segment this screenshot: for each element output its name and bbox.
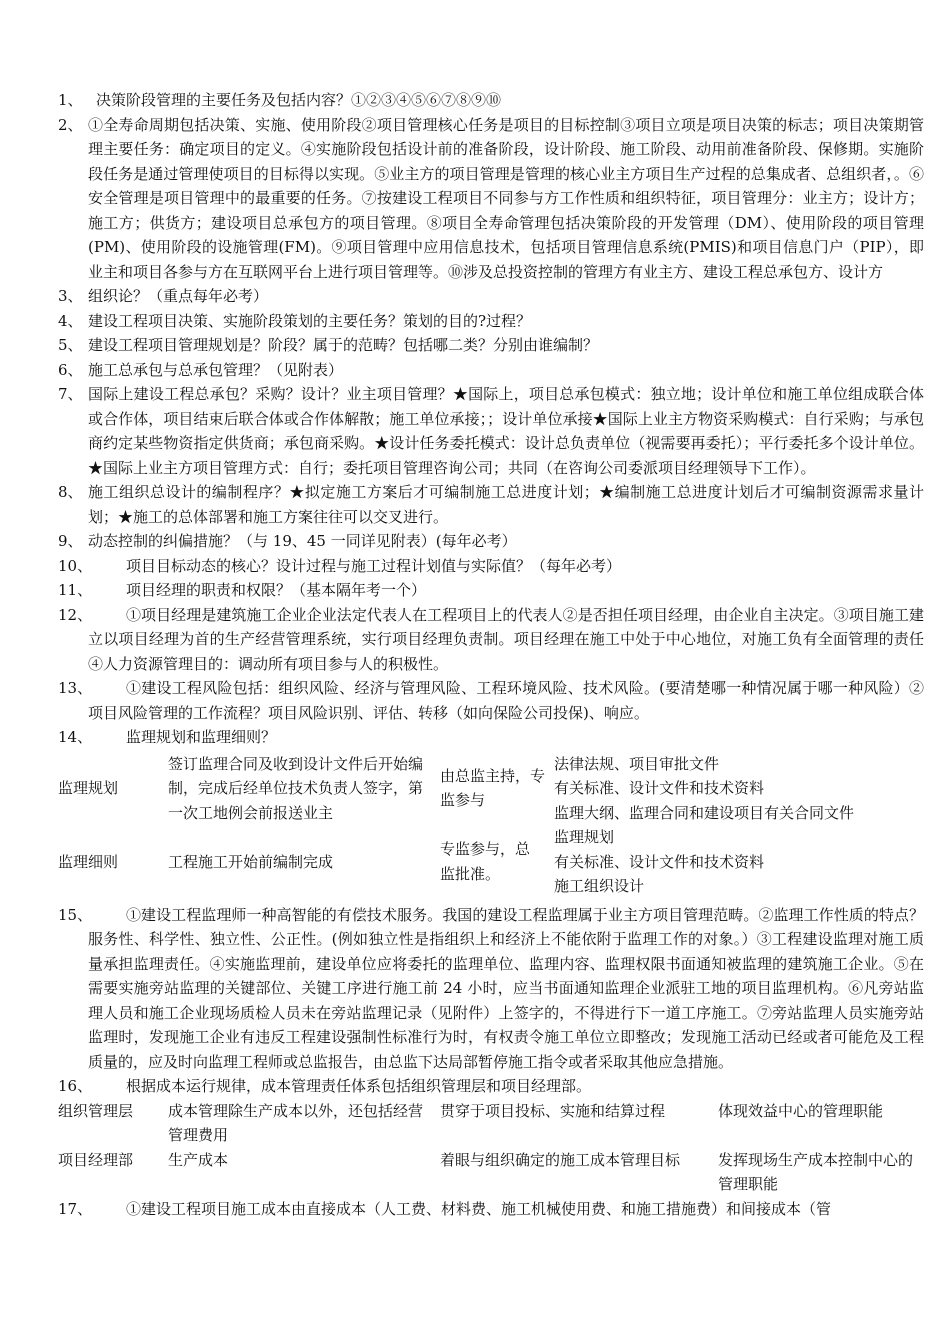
- list-item-6: [58, 358, 924, 383]
- item-text: 组织论？（重点每年必考）: [88, 287, 269, 305]
- list-item-3: [58, 284, 924, 309]
- list-item-11: [58, 578, 924, 603]
- table-cell: 专监参与，总监批准。: [440, 840, 531, 883]
- list-item-2: [58, 113, 924, 285]
- item-text: 建设工程项目决策、实施阶段策划的主要任务？策划的目的?过程？: [88, 311, 532, 330]
- item-text: ①全寿命周期包括决策、实施、使用阶段②项目管理核心任务是项目的目标控制③项目立项是项目决策的标志；项目决策期管理主要任务：确定项目的定义。④实施阶段包括设计前的准备阶段，设计阶段、施工阶段、动用前准备阶段、保修期。实施阶段任务是通过管理使项目的目标得以实现。⑤业主方的项目管理是管理的核心业主方项目生产过程的总集成者、总组织者，。⑥安全管理是项目管理中的最重要的任务。⑦按建设工程项目不同参与方工作性质和组织特征，项目管理分：业主方；设计方；施工方；供货方；建设项目总承包方的项目管理。⑧项目全寿命管理包括决策阶段的开发管理（DM）、使用阶段的项目管理(PM)、使用阶段的设施管理(FM)。⑨项目管理中应用信息技术，包括项目管理信息系统(PMIS)和项目信息门户（PIP），即业主和项目各参与方在互联网平台上进行项目管理等。⑩涉及总投资控制的管理方有业主方、建设工程总承包方、设计方: [88, 115, 924, 281]
- table-row: [58, 1099, 924, 1148]
- list-item-12: [58, 603, 924, 677]
- item-number: 13、: [58, 679, 93, 697]
- item-number: 5、: [58, 336, 83, 354]
- table-cell: 体现效益中心的管理职能: [718, 1101, 884, 1120]
- list-item-5: [58, 333, 924, 358]
- item-number: 2、: [58, 115, 83, 134]
- table-cell: 由总监主持，专监参与: [440, 766, 546, 810]
- document-page: [58, 88, 924, 1221]
- table-cell-line: 监理规划: [554, 828, 615, 846]
- table-cell: 签订监理合同及收到设计文件后开始编制，完成后经单位技术负责人签字，第一次工地例会前报送业主: [168, 754, 424, 822]
- list-item-7: [58, 382, 924, 480]
- item-number: 4、: [58, 311, 83, 330]
- item-text: 国际上建设工程总承包？采购？设计？业主项目管理？★国际上，项目总承包模式：独立地；设计单位和施工单位组成联合体或合作体，项目结束后联合体或合作体解散；施工单位承接；；设计单位承接★国际上业主方物资采购模式：自行采购；与承包商约定某些物资指定供货商；承包商采购。★设计任务委托模式：设计总负责单位（视需要再委托）；平行委托多个设计单位。★国际上业主方项目管理方式：自行；委托项目管理咨询公司；共同（在咨询公司委派项目经理领导下工作）。: [88, 385, 924, 477]
- item-text: 监理规划和监理细则？: [126, 728, 277, 746]
- item-text: 决策阶段管理的主要任务及包括内容？①②③④⑤⑥⑦⑧⑨⑩: [96, 91, 502, 109]
- cost-management-table: [58, 1099, 924, 1197]
- table-cell-line: 监理大纲、监理合同和建设项目有关合同文件: [554, 803, 855, 822]
- item-text: 施工组织总设计的编制程序？★拟定施工方案后才可编制施工总进度计划；★编制施工总进度计划后才可编制资源需求量计划；★施工的总体部署和施工方案往往可以交叉进行。: [88, 483, 924, 526]
- table-cell-line: 有关标准、设计文件和技术资料: [554, 852, 765, 871]
- item-number: 14、: [58, 728, 93, 746]
- table-cell: [554, 825, 924, 899]
- item-number: 16、: [58, 1077, 93, 1095]
- list-item-4: [58, 309, 924, 334]
- table-row: [58, 825, 924, 899]
- list-item-17: [58, 1197, 924, 1222]
- table-cell: 监理规划: [58, 779, 119, 797]
- item-text: 动态控制的纠偏措施？（与 19、45 一同详见附表）(每年必考）: [88, 532, 517, 550]
- table-cell: 成本管理除生产成本以外，还包括经营管理费用: [168, 1101, 424, 1144]
- item-text: ①建设工程风险包括：组织风险、经济与管理风险、工程环境风险、技术风险。(要清楚哪一种情况属于哪一种风险）②项目风险管理的工作流程？项目风险识别、评估、转移（如向保险公司投保)、响应。: [88, 679, 924, 722]
- table-row: [58, 1148, 924, 1197]
- item-number: 6、: [58, 360, 83, 379]
- item-number: 9、: [58, 532, 83, 550]
- item-text: 建设工程项目管理规划是？阶段？属于的范畴？包括哪二类？分别由谁编制？: [88, 336, 599, 354]
- item-text: ①建设工程监理师一种高智能的有偿技术服务。我国的建设工程监理属于业主方项目管理范畴。②监理工作性质的特点？服务性、科学性、独立性、公正性。(例如独立性是指组织上和经济上不能依附于监理工作的对象。）③工程建设监理对施工质量承担监理责任。④实施监理前，建设单位应将委托的监理单位、监理内容、监理权限书面通知被监理的建筑施工企业。⑤在需要实施旁站监理的关键部位、关键工序进行施工前 24 小时，应当书面通知监理企业派驻工地的项目监理机构。⑥凡旁站监理人员和施工企业现场质检人员未在旁站监理记录（见附件）上签字的，不得进行下一道工序施工。⑦旁站监理人员实施旁站监理时，发现施工企业有违反工程建设强制性标准行为时，有权责令施工单位立即整改；发现施工活动已经或者可能危及工程质量的，应及时向监理工程师或总监报告，由总监下达局部暂停施工指令或者采取其他应急措施。: [88, 905, 924, 1071]
- table-cell: 工程施工开始前编制完成: [168, 852, 334, 871]
- table-cell: 监理细则: [58, 852, 119, 871]
- list-item-9: [58, 529, 924, 554]
- table-cell-line: 施工组织设计: [554, 877, 645, 895]
- item-number: 17、: [58, 1199, 93, 1218]
- table-cell: 发挥现场生产成本控制中心的管理职能: [718, 1150, 914, 1193]
- list-item-16: [58, 1074, 924, 1099]
- item-text: 项目目标动态的核心？设计过程与施工过程计划值与实际值？（每年必考）: [126, 556, 622, 575]
- list-item-14: [58, 725, 924, 750]
- list-item-8: [58, 480, 924, 529]
- item-number: 10、: [58, 556, 93, 575]
- table-cell: 贯穿于项目投标、实施和结算过程: [440, 1101, 666, 1120]
- table-row: [58, 752, 924, 826]
- list-item-15: [58, 903, 924, 1075]
- item-text: 根据成本运行规律，成本管理责任体系包括组织管理层和项目经理部。: [126, 1077, 592, 1095]
- item-number: 8、: [58, 483, 83, 501]
- list-item-10: [58, 554, 924, 579]
- list-item-1: [58, 88, 924, 113]
- table-cell: 组织管理层: [58, 1101, 134, 1120]
- supervision-table: [58, 752, 924, 899]
- item-text: 施工总承包与总承包管理？（见附表）: [88, 360, 344, 379]
- item-number: 12、: [58, 605, 93, 624]
- table-cell-line: 有关标准、设计文件和技术资料: [554, 779, 765, 797]
- item-text: ①建设工程项目施工成本由直接成本（人工费、材料费、施工机械使用费、和施工措施费）和间接成本（管: [126, 1199, 832, 1218]
- table-cell-line: 法律法规、项目审批文件: [554, 754, 720, 773]
- item-number: 3、: [58, 287, 83, 305]
- table-cell: 着眼与组织确定的施工成本管理目标: [440, 1150, 681, 1169]
- item-text: 项目经理的职责和权限？（基本隔年考一个）: [126, 581, 427, 599]
- table-cell: 项目经理部: [58, 1150, 134, 1169]
- item-number: 11、: [58, 581, 93, 599]
- item-text: ①项目经理是建筑施工企业企业法定代表人在工程项目上的代表人②是否担任项目经理，由企业自主决定。③项目施工建立以项目经理为首的生产经营管理系统，实行项目经理负责制。项目经理在施工中处于中心地位，对施工负有全面管理的责任④人力资源管理目的：调动所有项目参与人的积极性。: [88, 605, 924, 673]
- item-number: 1、: [58, 91, 83, 109]
- table-cell: 生产成本: [168, 1150, 229, 1169]
- item-number: 7、: [58, 385, 83, 403]
- list-item-13: [58, 676, 924, 725]
- item-number: 15、: [58, 905, 93, 924]
- table-cell: [554, 752, 924, 826]
